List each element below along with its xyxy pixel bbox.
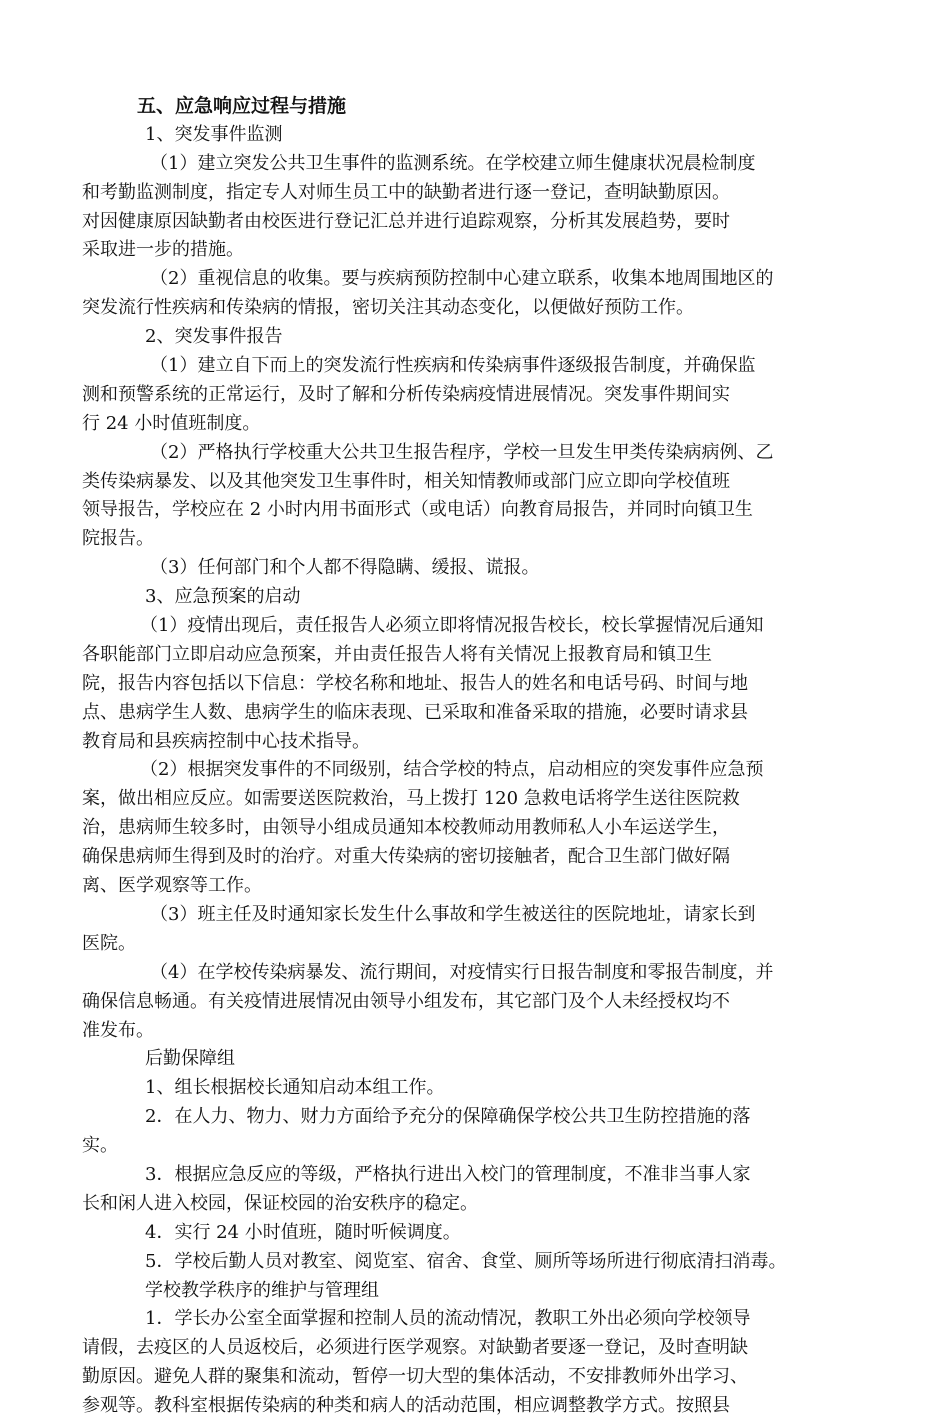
text-line: 和考勤监测制度，指定专人对师生员工中的缺勤者进行逐一登记，查明缺勤原因。 [82, 181, 730, 203]
text-line: 1、组长根据校长通知启动本组工作。 [145, 1077, 445, 1099]
text-line: 各职能部门立即启动应急预案，并由责任报告人将有关情况上报教育局和镇卫生 [82, 643, 712, 665]
document-body [82, 92, 882, 1421]
text-line: （1）疫情出现后，责任报告人必须立即将情况报告校长，校长掌握情况后通知 [140, 615, 764, 637]
section-heading: 五、应急响应过程与措施 [137, 95, 347, 117]
text-line: 学校教学秩序的维护与管理组 [145, 1279, 379, 1301]
text-line: 请假，去疫区的人员返校后，必须进行医学观察。对缺勤者要逐一登记，及时查明缺 [82, 1337, 748, 1359]
text-line: 院报告。 [82, 528, 154, 550]
text-line: （2）根据突发事件的不同级别，结合学校的特点，启动相应的突发事件应急预 [140, 759, 764, 781]
text-line: 参观等。教科室根据传染病的种类和病人的活动范围，相应调整教学方式。按照县 [82, 1395, 730, 1417]
text-line: （3）班主任及时通知家长发生什么事故和学生被送往的医院地址，请家长到 [150, 903, 756, 925]
text-line: 院，报告内容包括以下信息：学校名称和地址、报告人的姓名和电话号码、时间与地 [82, 672, 748, 694]
text-line: 采取进一步的措施。 [82, 239, 244, 261]
text-line: （3）任何部门和个人都不得隐瞒、缓报、谎报。 [150, 557, 540, 579]
text-line: 点、患病学生人数、患病学生的临床表现、已采取和准备采取的措施，必要时请求县 [82, 701, 748, 723]
text-line: 确保患病师生得到及时的治疗。对重大传染病的密切接触者，配合卫生部门做好隔 [82, 846, 730, 868]
text-line: 实。 [82, 1135, 118, 1157]
text-line: 2．在人力、物力、财力方面给予充分的保障确保学校公共卫生防控措施的落 [145, 1106, 751, 1128]
text-line: 3．根据应急反应的等级，严格执行进出入校门的管理制度，不准非当事人家 [145, 1163, 751, 1185]
text-line: 确保信息畅通。有关疫情进展情况由领导小组发布，其它部门及个人未经授权均不 [82, 990, 730, 1012]
text-line: 教育局和县疾病控制中心技术指导。 [82, 730, 370, 752]
text-line: 5．学校后勤人员对教室、阅览室、宿舍、食堂、厕所等场所进行彻底清扫消毒。 [145, 1250, 787, 1272]
text-line: （2）重视信息的收集。要与疾病预防控制中心建立联系，收集本地周围地区的 [150, 268, 774, 290]
text-line: 1．学长办公室全面掌握和控制人员的流动情况，教职工外出必须向学校领导 [145, 1308, 751, 1330]
text-line: （1）建立自下而上的突发流行性疾病和传染病事件逐级报告制度，并确保监 [150, 355, 756, 377]
text-line: 离、医学观察等工作。 [82, 875, 262, 897]
text-line: 3、应急预案的启动 [145, 586, 301, 608]
text-line: 测和预警系统的正常运行，及时了解和分析传染病疫情进展情况。突发事件期间实 [82, 383, 730, 405]
text-line: 突发流行性疾病和传染病的情报，密切关注其动态变化，以便做好预防工作。 [82, 297, 694, 319]
text-line: 准发布。 [82, 1019, 154, 1041]
text-line: 4．实行 24 小时值班，随时听候调度。 [145, 1221, 461, 1243]
text-line: （4）在学校传染病暴发、流行期间，对疫情实行日报告制度和零报告制度，并 [150, 961, 774, 983]
text-line: 2、突发事件报告 [145, 326, 283, 348]
text-line: （1）建立突发公共卫生事件的监测系统。在学校建立师生健康状况晨检制度 [150, 152, 756, 174]
text-line: 1、突发事件监测 [145, 123, 283, 145]
text-line: 长和闲人进入校园，保证校园的治安秩序的稳定。 [82, 1192, 478, 1214]
text-line: 勤原因。避免人群的聚集和流动，暂停一切大型的集体活动，不安排教师外出学习、 [82, 1366, 748, 1388]
text-line: 案，做出相应反应。如需要送医院救治，马上拨打 120 急救电话将学生送往医院救 [82, 788, 740, 810]
text-line: 类传染病暴发、以及其他突发卫生事件时，相关知情教师或部门应立即向学校值班 [82, 470, 730, 492]
text-line: 对因健康原因缺勤者由校医进行登记汇总并进行追踪观察，分析其发展趋势，要时 [82, 210, 730, 232]
text-line: 后勤保障组 [145, 1048, 235, 1070]
text-line: （2）严格执行学校重大公共卫生报告程序，学校一旦发生甲类传染病病例、乙 [150, 441, 774, 463]
text-line: 行 24 小时值班制度。 [82, 412, 261, 434]
text-line: 医院。 [82, 932, 136, 954]
text-line: 领导报告，学校应在 2 小时内用书面形式（或电话）向教育局报告，并同时向镇卫生 [82, 499, 753, 521]
text-line: 治，患病师生较多时，由领导小组成员通知本校教师动用教师私人小车运送学生， [82, 817, 730, 839]
